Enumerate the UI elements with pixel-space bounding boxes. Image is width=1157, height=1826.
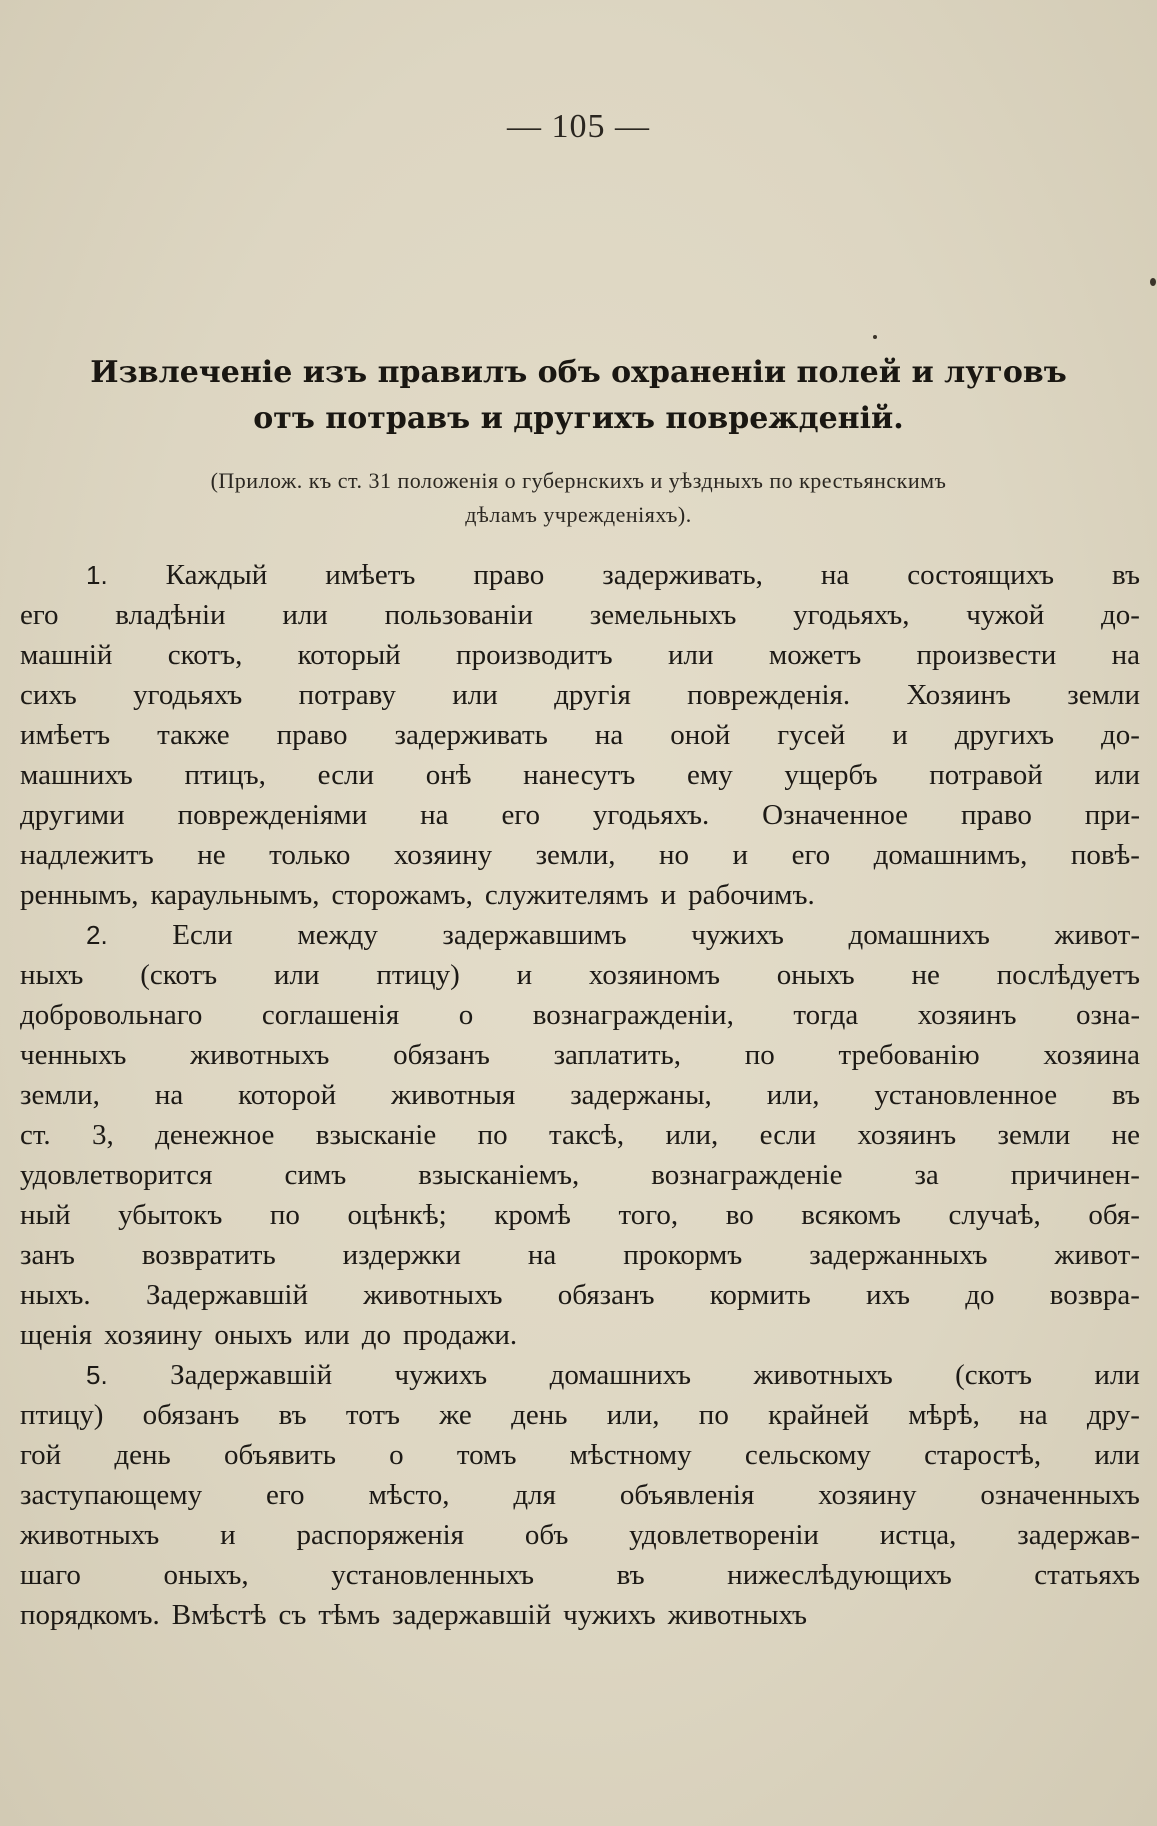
word: объявленія [619, 1479, 755, 1511]
word: сторожамъ, [331, 879, 473, 911]
word: на [154, 1079, 184, 1111]
word: озна- [1075, 999, 1140, 1031]
word: на [1019, 1399, 1048, 1431]
word: и [732, 839, 749, 871]
word: при- [1084, 799, 1140, 831]
word: или [282, 599, 328, 631]
word: убытокъ [118, 1199, 223, 1231]
word: тотъ [345, 1399, 400, 1431]
word: въ [1112, 1079, 1140, 1111]
word: до [965, 1279, 995, 1311]
word: угодьяхъ [133, 679, 243, 711]
word: пользованіи [384, 599, 533, 631]
word: скотъ, [167, 639, 243, 671]
word: не [197, 839, 226, 871]
word: ущербъ [784, 759, 878, 791]
word: или [668, 639, 714, 671]
word: задержавшимъ [442, 919, 627, 951]
word: хозяинъ [917, 999, 1017, 1031]
word: означенныхъ [980, 1479, 1140, 1511]
word: потравой [929, 759, 1043, 791]
word: установленныхъ [331, 1559, 535, 1591]
word: щенія [20, 1319, 93, 1351]
word: его [266, 1479, 305, 1511]
word: ему [686, 759, 733, 791]
word: птицу) [20, 1399, 104, 1431]
word: не [1111, 1119, 1140, 1151]
word: повѣ- [1070, 839, 1140, 871]
word: или [304, 1319, 350, 1351]
word: право [276, 719, 348, 751]
word: гусей [777, 719, 846, 751]
word: оцѣнкѣ; [347, 1199, 447, 1231]
text-line [20, 715, 1140, 755]
word: дру- [1086, 1399, 1140, 1431]
word: (скотъ [140, 959, 218, 991]
word: сельскому [744, 1439, 871, 1471]
word: и [220, 1519, 236, 1551]
word: заступающему [20, 1479, 203, 1511]
document-subtitle [0, 464, 1157, 532]
word: животныхъ [190, 1039, 330, 1071]
title-line: отъ потравъ и другихъ поврежденій. [253, 401, 904, 436]
word: поврежденія. [687, 679, 851, 711]
word: другими [20, 799, 125, 831]
word: порядкомъ. [20, 1599, 160, 1631]
text-line [20, 1355, 1140, 1395]
page-number: — 105 — [507, 108, 650, 145]
word: его [20, 599, 59, 631]
word: или [1094, 1439, 1140, 1471]
word: нанесутъ [523, 759, 636, 791]
word: за [914, 1159, 939, 1191]
word: въ [1111, 559, 1140, 591]
word: оныхъ [776, 959, 855, 991]
word: томъ [456, 1439, 517, 1471]
word: чужихъ [691, 919, 784, 951]
text-line [20, 595, 1140, 635]
word: и [892, 719, 908, 751]
word: рабочимъ. [688, 879, 815, 911]
word: машній [20, 639, 113, 671]
word: о [458, 999, 474, 1031]
word: заплатить, [553, 1039, 681, 1071]
word: служителямъ [484, 879, 649, 911]
text-line [20, 1195, 1140, 1235]
word: онѣ [425, 759, 472, 791]
word: взысканіе [315, 1119, 437, 1151]
word: на [1111, 639, 1140, 671]
text-line [20, 1475, 1140, 1515]
word: день [511, 1399, 568, 1431]
word: сихъ [20, 679, 77, 711]
word: по [477, 1119, 508, 1151]
word: Вмѣстѣ [171, 1599, 267, 1631]
word: причинен- [1010, 1159, 1140, 1191]
word: ихъ [866, 1279, 910, 1311]
word: домашнихъ [549, 1359, 692, 1391]
word: или, [766, 1079, 820, 1111]
word: ченныхъ [20, 1039, 127, 1071]
word: по [269, 1199, 300, 1231]
word: птицу) [376, 959, 460, 991]
word: задержав- [1017, 1519, 1140, 1551]
word: если [317, 759, 375, 791]
word: его [501, 799, 540, 831]
word: живот- [1054, 1239, 1140, 1271]
word: можетъ [768, 639, 862, 671]
word: другія [554, 679, 631, 711]
word: обязанъ [393, 1039, 490, 1071]
word: который [297, 639, 401, 671]
word: владѣніи [115, 599, 226, 631]
word: по [744, 1039, 775, 1071]
word: задержавшій [392, 1599, 552, 1631]
word: задерживать [394, 719, 548, 751]
word: по [698, 1399, 729, 1431]
scan-speck [873, 335, 877, 339]
word: нижеслѣдующихъ [727, 1559, 952, 1591]
word: потраву [298, 679, 396, 711]
word: но [659, 839, 690, 871]
word: или, [665, 1119, 719, 1151]
word: другихъ [954, 719, 1054, 751]
word: задержанныхъ [809, 1239, 988, 1271]
word: статьяхъ [1034, 1559, 1140, 1591]
word: между [297, 919, 378, 951]
word: симъ [284, 1159, 347, 1191]
word: объ [524, 1519, 569, 1551]
word: возвратить [141, 1239, 276, 1271]
text-line [20, 915, 1140, 955]
word: вознагражденіе [651, 1159, 843, 1191]
word: земельныхъ [589, 599, 737, 631]
word: чужихъ [394, 1359, 488, 1391]
text-line [20, 875, 1140, 915]
body-text [20, 555, 1140, 1635]
word: только [269, 839, 351, 871]
word: право [960, 799, 1032, 831]
paragraph [20, 555, 1140, 915]
word: мѣсто, [368, 1479, 450, 1511]
word: хозяина [1043, 1039, 1140, 1071]
word: денежное [155, 1119, 275, 1151]
word: земли [1067, 679, 1140, 711]
word: также [157, 719, 230, 751]
word: продажи. [403, 1319, 518, 1351]
word: истца, [879, 1519, 957, 1551]
word: или [1094, 1359, 1140, 1391]
word: добровольнаго [20, 999, 203, 1031]
word: мѣрѣ, [908, 1399, 980, 1431]
word: произвести [916, 639, 1057, 671]
word: или [1094, 759, 1140, 791]
subtitle-line: дѣламъ учрежденіяхъ). [465, 502, 692, 527]
word: оныхъ, [163, 1559, 249, 1591]
paragraph [20, 1355, 1140, 1635]
text-line [20, 835, 1140, 875]
word: не [911, 959, 940, 991]
word: хозяину [104, 1319, 203, 1351]
text-line [20, 1595, 1140, 1635]
word: птицъ, [184, 759, 266, 791]
text-line [20, 1275, 1140, 1315]
paragraph-number: 1. [86, 560, 108, 590]
word: удовлетвореніи [629, 1519, 819, 1551]
word: надлежитъ [20, 839, 154, 871]
word: на [420, 799, 449, 831]
text-line [20, 795, 1140, 835]
word: Хозяинъ [906, 679, 1011, 711]
word: поврежденіями [177, 799, 368, 831]
text-line [20, 635, 1140, 675]
text-line [20, 1435, 1140, 1475]
word: же [439, 1399, 472, 1431]
word: (скотъ [955, 1359, 1033, 1391]
word: возвра- [1049, 1279, 1140, 1311]
word: Означенное [762, 799, 909, 831]
word: взысканіемъ, [418, 1159, 580, 1191]
word: животныхъ [363, 1279, 503, 1311]
word: вознагражденіи, [532, 999, 734, 1031]
word: того, [618, 1199, 679, 1231]
word: имѣетъ [20, 719, 111, 751]
word: во [725, 1199, 754, 1231]
word: на [527, 1239, 557, 1271]
subtitle-line: (Прилож. къ ст. 31 положенія о губернскихъ и уѣздныхъ по крестьянскимъ [210, 468, 947, 493]
word: ный [20, 1199, 71, 1231]
word: до- [1101, 599, 1140, 631]
text-line [20, 1515, 1140, 1555]
word: обя- [1088, 1199, 1140, 1231]
word: животныя [391, 1079, 516, 1111]
text-line [20, 555, 1140, 595]
word: до [361, 1319, 392, 1351]
word: если [759, 1119, 817, 1151]
text-line [20, 675, 1140, 715]
document-title [0, 350, 1157, 442]
word: и [660, 879, 677, 911]
title-line: Извлеченіе изъ правилъ объ охраненіи полей и луговъ [90, 355, 1067, 390]
word: кромѣ [494, 1199, 571, 1231]
word: реннымъ, [20, 879, 139, 911]
word: 3, [91, 1119, 114, 1151]
text-line [20, 995, 1140, 1035]
word: тѣмъ [318, 1599, 381, 1631]
word: ст. [20, 1119, 51, 1151]
word: послѣдуетъ [996, 959, 1140, 991]
word: на [820, 559, 850, 591]
word: ныхъ. [20, 1279, 91, 1311]
word: задержаны, [570, 1079, 712, 1111]
word: прокормъ [623, 1239, 743, 1271]
word: хозяину [818, 1479, 917, 1511]
word: всякомъ [801, 1199, 901, 1231]
word: установленное [874, 1079, 1058, 1111]
text-line [20, 1155, 1140, 1195]
word: хозяиномъ [588, 959, 720, 991]
word: для [513, 1479, 556, 1511]
word: животныхъ [20, 1519, 160, 1551]
word: оной [670, 719, 731, 751]
scan-speck [1150, 278, 1156, 286]
word: или [452, 679, 498, 711]
word: земли [997, 1119, 1071, 1151]
word: земли, [535, 839, 616, 871]
word: право [473, 559, 545, 591]
word: въ [616, 1559, 645, 1591]
word: гой [20, 1439, 62, 1471]
word: или, [606, 1399, 660, 1431]
word: угодьяхъ, [793, 599, 910, 631]
word: старостѣ, [924, 1439, 1042, 1471]
text-line [20, 1115, 1140, 1155]
word: требованію [838, 1039, 980, 1071]
word: животныхъ [667, 1599, 808, 1631]
word: занъ [20, 1239, 75, 1271]
word: соглашенія [261, 999, 400, 1031]
word: домашнимъ, [873, 839, 1028, 871]
word: угодьяхъ. [592, 799, 710, 831]
word: крайней [768, 1399, 870, 1431]
word: чужой [966, 599, 1045, 631]
word: о [389, 1439, 404, 1471]
word: Каждый [165, 559, 268, 591]
word: которой [238, 1079, 337, 1111]
text-line [20, 1395, 1140, 1435]
word: машнихъ [20, 759, 133, 791]
word: таксѣ, [549, 1119, 625, 1151]
text-line [20, 1235, 1140, 1275]
word: въ [278, 1399, 307, 1431]
word: хозяину [393, 839, 493, 871]
word: шаго [20, 1559, 81, 1591]
word: производитъ [456, 639, 613, 671]
text-line [20, 1075, 1140, 1115]
word: и [516, 959, 533, 991]
text-line [20, 1315, 1140, 1355]
word: удовлетворится [20, 1159, 213, 1191]
word: или [274, 959, 320, 991]
word: распоряженія [296, 1519, 464, 1551]
word: мѣстному [569, 1439, 692, 1471]
word: обязанъ [142, 1399, 240, 1431]
word: домашнихъ [848, 919, 990, 951]
word: кормить [709, 1279, 811, 1311]
word: чужихъ [563, 1599, 656, 1631]
word: Задержавшій [170, 1359, 333, 1391]
word: до- [1100, 719, 1140, 751]
word: Задержавшій [145, 1279, 308, 1311]
word: хозяинъ [857, 1119, 957, 1151]
word: съ [278, 1599, 307, 1631]
word: день [114, 1439, 171, 1471]
word: случаѣ, [948, 1199, 1041, 1231]
word: Если [172, 919, 233, 951]
text-line [20, 755, 1140, 795]
word: объявить [223, 1439, 336, 1471]
word: караульнымъ, [150, 879, 320, 911]
word: его [791, 839, 831, 871]
text-line [20, 1555, 1140, 1595]
word: на [594, 719, 624, 751]
word: земли, [20, 1079, 100, 1111]
paragraph-number: 5. [86, 1360, 108, 1390]
text-line [20, 955, 1140, 995]
paragraph-number: 2. [86, 920, 108, 950]
word: имѣетъ [325, 559, 416, 591]
word: ныхъ [20, 959, 84, 991]
word: живот- [1054, 919, 1140, 951]
word: тогда [793, 999, 859, 1031]
word: состоящихъ [907, 559, 1054, 591]
word: обязанъ [557, 1279, 655, 1311]
word: издержки [342, 1239, 461, 1271]
word: животныхъ [753, 1359, 893, 1391]
text-line [20, 1035, 1140, 1075]
word: оныхъ [214, 1319, 293, 1351]
paragraph [20, 915, 1140, 1355]
word: задерживать, [602, 559, 763, 591]
